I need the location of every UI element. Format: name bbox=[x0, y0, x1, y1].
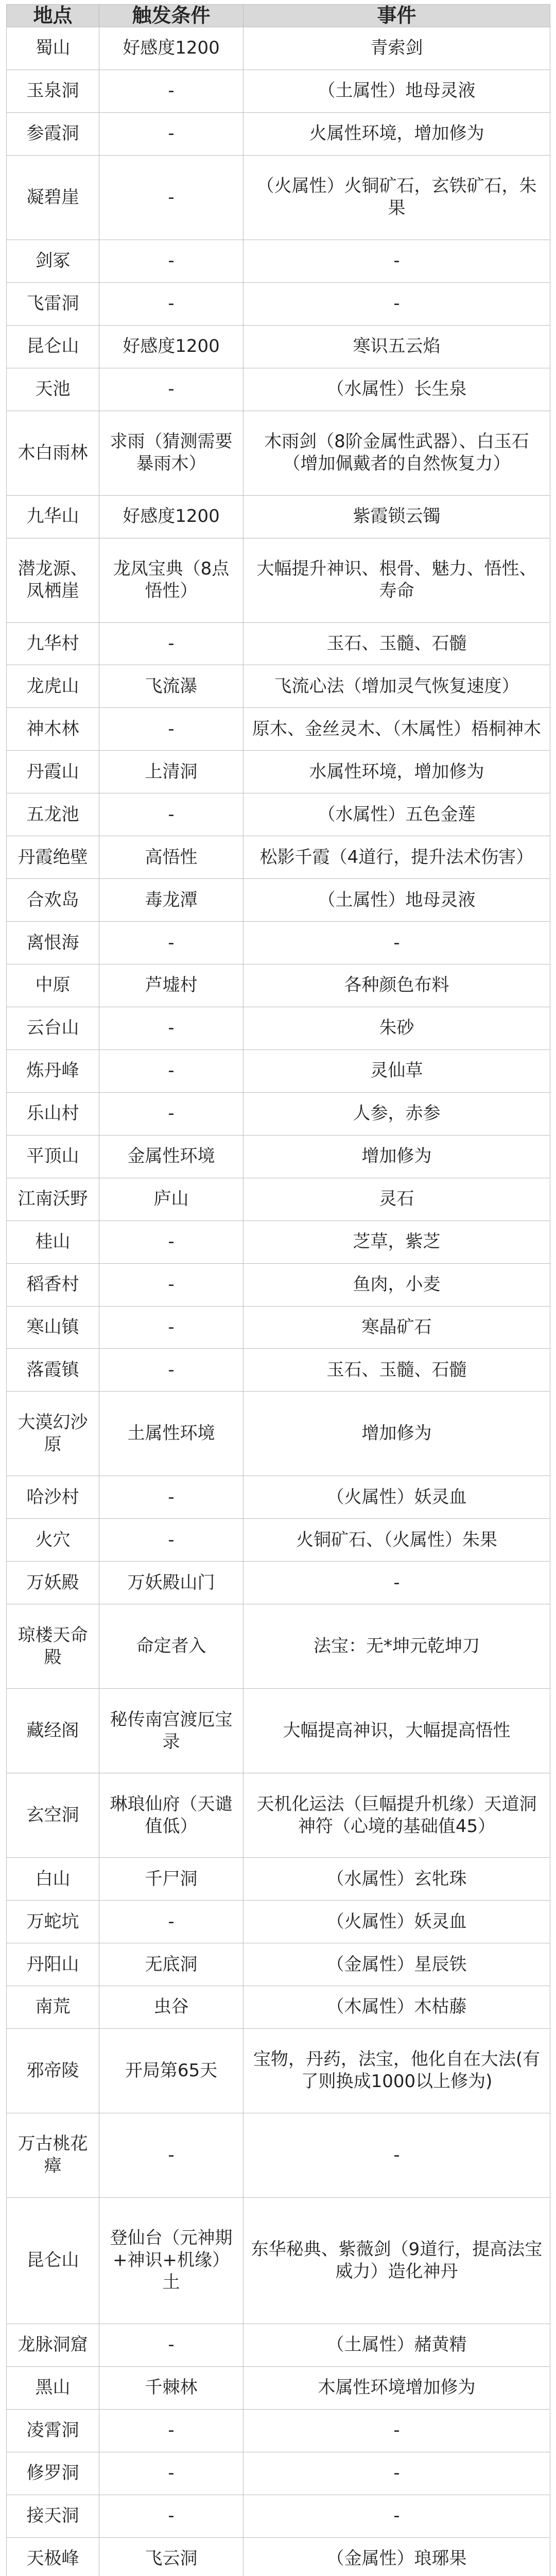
cell-location: 云台山 bbox=[7, 1007, 99, 1049]
cell-event: （金属性）琅琊果 bbox=[244, 2537, 550, 2576]
table-row bbox=[7, 708, 550, 751]
table-row bbox=[7, 1221, 550, 1263]
cell-event: （木属性）木枯藤 bbox=[244, 1986, 550, 2029]
cell-event: （土属性）地母灵液 bbox=[244, 879, 550, 922]
table-row bbox=[7, 538, 550, 622]
table-container bbox=[6, 4, 550, 2576]
table-row bbox=[7, 27, 550, 70]
cell-trigger: 求雨（猜测需要暴雨木） bbox=[99, 411, 244, 495]
cell-event: （水属性）长生泉 bbox=[244, 368, 550, 411]
cell-location: 玄空洞 bbox=[7, 1773, 99, 1858]
cell-trigger: - bbox=[99, 2495, 244, 2537]
cell-location: 修罗洞 bbox=[7, 2452, 99, 2495]
cell-location: 凌霄洞 bbox=[7, 2409, 99, 2452]
cell-trigger: - bbox=[99, 1007, 244, 1049]
cell-trigger: 庐山 bbox=[99, 1178, 244, 1221]
cell-event: 水属性环境，增加修为 bbox=[244, 751, 550, 793]
table-row bbox=[7, 2113, 550, 2197]
cell-event: 东华秘典、紫薇剑（9道行，提高法宝威力）造化神丹 bbox=[244, 2197, 550, 2324]
table-row bbox=[7, 1943, 550, 1986]
cell-event: - bbox=[244, 2452, 550, 2495]
table-row bbox=[7, 2197, 550, 2324]
cell-event: 原木、金丝灵木、（木属性）梧桐神木 bbox=[244, 708, 550, 751]
cell-trigger: - bbox=[99, 708, 244, 751]
cell-location: 万妖殿 bbox=[7, 1562, 99, 1604]
table-row bbox=[7, 1604, 550, 1689]
cell-event: （水属性）五色金莲 bbox=[244, 793, 550, 836]
cell-trigger: 千尸洞 bbox=[99, 1858, 244, 1901]
table-row bbox=[7, 1135, 550, 1178]
cell-trigger: 万妖殿山门 bbox=[99, 1562, 244, 1604]
cell-event: 大幅提升神识、根骨、魅力、悟性、寿命 bbox=[244, 538, 550, 622]
cell-trigger: 芦墟村 bbox=[99, 964, 244, 1007]
cell-event: （火属性）妖灵血 bbox=[244, 1476, 550, 1519]
cell-event: - bbox=[244, 2409, 550, 2452]
events-table bbox=[6, 4, 550, 2576]
cell-trigger: 命定者入 bbox=[99, 1604, 244, 1689]
cell-event: 增加修为 bbox=[244, 1392, 550, 1476]
table-row bbox=[7, 1476, 550, 1519]
cell-location: 平顶山 bbox=[7, 1135, 99, 1178]
cell-trigger: 千棘林 bbox=[99, 2366, 244, 2409]
table-row bbox=[7, 1007, 550, 1049]
cell-event: （水属性）玄牝珠 bbox=[244, 1858, 550, 1901]
cell-event: 天机化运法（巨幅提升机缘）天道洞神符（心境的基础值45） bbox=[244, 1773, 550, 1858]
cell-event: 灵仙草 bbox=[244, 1049, 550, 1092]
cell-trigger: 登仙台（元神期+神识+机缘）土 bbox=[99, 2197, 244, 2324]
table-row bbox=[7, 70, 550, 112]
table-row bbox=[7, 836, 550, 879]
cell-location: 丹霞山 bbox=[7, 751, 99, 793]
cell-location: 炼丹峰 bbox=[7, 1049, 99, 1092]
table-row bbox=[7, 240, 550, 282]
cell-trigger: - bbox=[99, 240, 244, 282]
cell-trigger: 金属性环境 bbox=[99, 1135, 244, 1178]
cell-location: 寒山镇 bbox=[7, 1306, 99, 1349]
cell-event: 飞流心法（增加灵气恢复速度） bbox=[244, 665, 550, 708]
cell-trigger: - bbox=[99, 622, 244, 665]
cell-trigger: 上清洞 bbox=[99, 751, 244, 793]
table-row bbox=[7, 282, 550, 325]
cell-trigger: - bbox=[99, 1519, 244, 1562]
cell-location: 中原 bbox=[7, 964, 99, 1007]
cell-location: 离恨海 bbox=[7, 922, 99, 964]
cell-location: 九华山 bbox=[7, 495, 99, 538]
cell-location: 凝碧崖 bbox=[7, 155, 99, 240]
cell-trigger: 龙凤宝典（8点悟性） bbox=[99, 538, 244, 622]
table-row bbox=[7, 325, 550, 368]
table-row bbox=[7, 495, 550, 538]
cell-event: 宝物，丹药，法宝，他化自在大法(有了则换成1000以上修为) bbox=[244, 2028, 550, 2113]
cell-trigger: 开局第65天 bbox=[99, 2028, 244, 2113]
cell-trigger: 飞云洞 bbox=[99, 2537, 244, 2576]
cell-event: 木属性环境增加修为 bbox=[244, 2366, 550, 2409]
cell-event: 火铜矿石、（火属性）朱果 bbox=[244, 1519, 550, 1562]
cell-location: 神木林 bbox=[7, 708, 99, 751]
cell-location: 黑山 bbox=[7, 2366, 99, 2409]
cell-location: 剑冢 bbox=[7, 240, 99, 282]
cell-location: 万蛇坑 bbox=[7, 1901, 99, 1943]
table-row bbox=[7, 1349, 550, 1392]
table-row bbox=[7, 2028, 550, 2113]
cell-event: - bbox=[244, 2113, 550, 2197]
cell-location: 大漠幻沙原 bbox=[7, 1392, 99, 1476]
table-row bbox=[7, 1986, 550, 2029]
cell-trigger: - bbox=[99, 1349, 244, 1392]
cell-location: 昆仑山 bbox=[7, 325, 99, 368]
cell-trigger: - bbox=[99, 1476, 244, 1519]
table-row bbox=[7, 112, 550, 155]
cell-trigger: - bbox=[99, 1092, 244, 1135]
cell-trigger: 高悟性 bbox=[99, 836, 244, 879]
cell-trigger: - bbox=[99, 1306, 244, 1349]
cell-location: 潜龙源、凤栖崖 bbox=[7, 538, 99, 622]
table-row bbox=[7, 155, 550, 240]
cell-location: 南荒 bbox=[7, 1986, 99, 2029]
cell-location: 乐山村 bbox=[7, 1092, 99, 1135]
cell-event: - bbox=[244, 922, 550, 964]
cell-event: 各种颜色布料 bbox=[244, 964, 550, 1007]
cell-event: （金属性）星辰铁 bbox=[244, 1943, 550, 1986]
cell-trigger: 好感度1200 bbox=[99, 27, 244, 70]
cell-location: 昆仑山 bbox=[7, 2197, 99, 2324]
cell-trigger: - bbox=[99, 112, 244, 155]
cell-event: 玉石、玉髓、石髓 bbox=[244, 622, 550, 665]
cell-trigger: - bbox=[99, 282, 244, 325]
cell-location: 参霞洞 bbox=[7, 112, 99, 155]
cell-trigger: - bbox=[99, 70, 244, 112]
cell-location: 丹阳山 bbox=[7, 1943, 99, 1986]
cell-event: 大幅提高神识，大幅提高悟性 bbox=[244, 1689, 550, 1773]
table-row bbox=[7, 1773, 550, 1858]
cell-trigger: - bbox=[99, 2452, 244, 2495]
cell-trigger: - bbox=[99, 2324, 244, 2367]
table-row bbox=[7, 1519, 550, 1562]
table-body bbox=[7, 27, 550, 2576]
table-row bbox=[7, 665, 550, 708]
cell-event: - bbox=[244, 1562, 550, 1604]
cell-event: 芝草，紫芝 bbox=[244, 1221, 550, 1263]
header-event: 事件 bbox=[244, 5, 550, 27]
table-row bbox=[7, 411, 550, 495]
cell-trigger: - bbox=[99, 1221, 244, 1263]
table-row bbox=[7, 964, 550, 1007]
cell-event: 松影千霞（4道行，提升法术伤害） bbox=[244, 836, 550, 879]
table-row bbox=[7, 1858, 550, 1901]
cell-location: 合欢岛 bbox=[7, 879, 99, 922]
cell-location: 稻香村 bbox=[7, 1263, 99, 1306]
table-row bbox=[7, 1049, 550, 1092]
table-row bbox=[7, 1306, 550, 1349]
cell-location: 白山 bbox=[7, 1858, 99, 1901]
cell-event: 朱砂 bbox=[244, 1007, 550, 1049]
table-row bbox=[7, 793, 550, 836]
cell-event: 火属性环境，增加修为 bbox=[244, 112, 550, 155]
table-row bbox=[7, 2452, 550, 2495]
cell-location: 藏经阁 bbox=[7, 1689, 99, 1773]
cell-event: 寒识五云焰 bbox=[244, 325, 550, 368]
cell-trigger: 好感度1200 bbox=[99, 495, 244, 538]
cell-trigger: 好感度1200 bbox=[99, 325, 244, 368]
table-row bbox=[7, 368, 550, 411]
cell-event: - bbox=[244, 240, 550, 282]
table-row bbox=[7, 1263, 550, 1306]
cell-event: - bbox=[244, 282, 550, 325]
cell-trigger: - bbox=[99, 1901, 244, 1943]
cell-location: 天极峰 bbox=[7, 2537, 99, 2576]
cell-trigger: 琳琅仙府（天谴值低） bbox=[99, 1773, 244, 1858]
header-trigger: 触发条件 bbox=[99, 5, 244, 27]
cell-event: （土属性）地母灵液 bbox=[244, 70, 550, 112]
cell-location: 桂山 bbox=[7, 1221, 99, 1263]
cell-trigger: - bbox=[99, 2409, 244, 2452]
cell-event: 玉石、玉髓、石髓 bbox=[244, 1349, 550, 1392]
table-row bbox=[7, 1392, 550, 1476]
cell-trigger: - bbox=[99, 922, 244, 964]
cell-location: 邪帝陵 bbox=[7, 2028, 99, 2113]
cell-trigger: - bbox=[99, 1263, 244, 1306]
table-row bbox=[7, 2537, 550, 2576]
cell-location: 龙虎山 bbox=[7, 665, 99, 708]
cell-event: 增加修为 bbox=[244, 1135, 550, 1178]
cell-trigger: 土属性环境 bbox=[99, 1392, 244, 1476]
cell-trigger: - bbox=[99, 368, 244, 411]
cell-event: - bbox=[244, 2495, 550, 2537]
cell-trigger: - bbox=[99, 793, 244, 836]
table-row bbox=[7, 751, 550, 793]
cell-location: 万古桃花瘴 bbox=[7, 2113, 99, 2197]
cell-event: 紫霞锁云镯 bbox=[244, 495, 550, 538]
table-row bbox=[7, 1092, 550, 1135]
cell-location: 木白雨林 bbox=[7, 411, 99, 495]
cell-event: 寒晶矿石 bbox=[244, 1306, 550, 1349]
cell-trigger: 秘传南宫渡厄宝录 bbox=[99, 1689, 244, 1773]
cell-location: 火穴 bbox=[7, 1519, 99, 1562]
cell-event: 木雨剑（8阶金属性武器）、白玉石（增加佩戴者的自然恢复力） bbox=[244, 411, 550, 495]
cell-trigger: - bbox=[99, 1049, 244, 1092]
table-row bbox=[7, 2495, 550, 2537]
cell-trigger: - bbox=[99, 155, 244, 240]
cell-location: 落霞镇 bbox=[7, 1349, 99, 1392]
cell-location: 江南沃野 bbox=[7, 1178, 99, 1221]
cell-event: 人参，赤参 bbox=[244, 1092, 550, 1135]
cell-trigger: 飞流瀑 bbox=[99, 665, 244, 708]
table-row bbox=[7, 879, 550, 922]
cell-location: 飞雷洞 bbox=[7, 282, 99, 325]
cell-event: （火属性）妖灵血 bbox=[244, 1901, 550, 1943]
table-row bbox=[7, 622, 550, 665]
cell-location: 蜀山 bbox=[7, 27, 99, 70]
table-row bbox=[7, 1689, 550, 1773]
cell-location: 琼楼天命殿 bbox=[7, 1604, 99, 1689]
cell-location: 玉泉洞 bbox=[7, 70, 99, 112]
table-row bbox=[7, 1178, 550, 1221]
cell-event: 鱼肉，小麦 bbox=[244, 1263, 550, 1306]
table-row bbox=[7, 1562, 550, 1604]
cell-trigger: - bbox=[99, 2113, 244, 2197]
cell-location: 龙脉洞窟 bbox=[7, 2324, 99, 2367]
cell-trigger: 无底洞 bbox=[99, 1943, 244, 1986]
table-row bbox=[7, 922, 550, 964]
table-row bbox=[7, 1901, 550, 1943]
cell-event: （火属性）火铜矿石，玄铁矿石，朱果 bbox=[244, 155, 550, 240]
table-row bbox=[7, 2324, 550, 2367]
cell-location: 哈沙村 bbox=[7, 1476, 99, 1519]
header-location: 地点 bbox=[7, 5, 99, 27]
table-row bbox=[7, 2366, 550, 2409]
cell-location: 天池 bbox=[7, 368, 99, 411]
cell-event: （土属性）赭黄精 bbox=[244, 2324, 550, 2367]
table-row bbox=[7, 2409, 550, 2452]
cell-location: 接天洞 bbox=[7, 2495, 99, 2537]
cell-trigger: 虫谷 bbox=[99, 1986, 244, 2029]
cell-event: 法宝：无*坤元乾坤刀 bbox=[244, 1604, 550, 1689]
cell-event: 灵石 bbox=[244, 1178, 550, 1221]
cell-location: 九华村 bbox=[7, 622, 99, 665]
cell-event: 青索剑 bbox=[244, 27, 550, 70]
cell-location: 五龙池 bbox=[7, 793, 99, 836]
cell-location: 丹霞绝壁 bbox=[7, 836, 99, 879]
cell-trigger: 毒龙潭 bbox=[99, 879, 244, 922]
header-row bbox=[7, 5, 550, 27]
